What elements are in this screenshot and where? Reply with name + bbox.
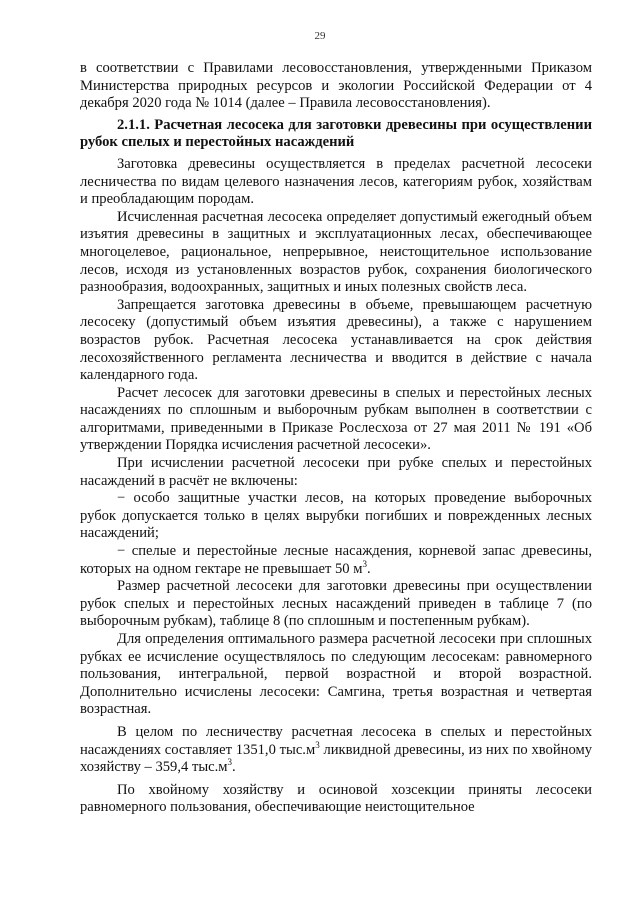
- page-body: [80, 60, 592, 817]
- list-item-end: .: [366, 560, 371, 577]
- paragraph: При исчислении расчетной лесосеки при рубке спелых и перестойных насаждений в расчёт не включены:: [80, 455, 592, 489]
- section-heading: 2.1.1. Расчетная лесосека для заготовки древесины при осуществлении рубок спелых и перестойных насаждений: [80, 116, 592, 151]
- paragraph: По хвойному хозяйству и осиновой хозсекции приняты лесосеки равномерного пользования, обеспечивающие неистощительное: [80, 781, 592, 816]
- paragraph: в соответствии с Правилами лесовосстановления, утвержденными Приказом Министерства природных ресурсов и экологии Российской Федерации от 4 декабря 2020 года № 1014 (далее – Правила лесовосстановления).: [80, 60, 592, 112]
- superscript: 3: [315, 739, 320, 750]
- list-item: [80, 543, 592, 578]
- list-item-text: − спелые и перестойные лесные насаждения, корневой запас древесины, которых на одном гектаре не превышает 50 м: [80, 543, 592, 577]
- page-number: 29: [314, 30, 326, 42]
- paragraph: Запрещается заготовка древесины в объеме, превышающем расчетную лесосеку (допустимый объем изъятия древесины), а также с нарушением возрастов рубок. Расчетная лесосека устанавливается на срок действия лесохозяйственного регламента лесничества и вводится в действие с начала календарного года.: [80, 296, 592, 384]
- superscript: 3: [362, 558, 367, 569]
- paragraph: Расчет лесосек для заготовки древесины в спелых и перестойных лесных насаждениях по сплошным и выборочным рубкам выполнен в соответствии с алгоритмами, приведенными в Приказе Рослесхоза от 27 мая 2011 № 191 «Об утверждении Порядка исчисления расчетной лесосеки».: [80, 384, 592, 454]
- paragraph: Размер расчетной лесосеки для заготовки древесины при осуществлении рубок спелых и перестойных лесных насаждений приведен в таблице 7 (по выборочным рубкам), таблице 8 (по сплошным и постепенным рубкам).: [80, 578, 592, 630]
- paragraph-end: .: [232, 759, 236, 776]
- superscript: 3: [227, 757, 232, 768]
- paragraph: Заготовка древесины осуществляется в пределах расчетной лесосеки лесничества по видам целевого назначения лесов, категориям рубок, хозяйствам и преобладающим породам.: [80, 155, 592, 208]
- paragraph: [80, 724, 592, 777]
- paragraph-text: В целом по лесничеству расчетная лесосека в спелых и перестойных насаждениях составляет 1351,0 тыс.м: [80, 723, 592, 758]
- paragraph: Для определения оптимального размера расчетной лесосеки при сплошных рубках ее исчисление осуществлялось по следующим лесосекам: равномерного пользования, интегральной, первой возрастной и второй возрастной. Дополнительно исчислены лесосеки: Самгина, третья возрастная и четвертая возрастная.: [80, 631, 592, 718]
- paragraph-text: ликвидной древесины, из них по хвойному хозяйству – 359,4 тыс.м: [80, 741, 592, 776]
- list-item: − особо защитные участки лесов, на которых проведение выборочных рубок допускается только в целях вырубки погибших и поврежденных лесных насаждений;: [80, 490, 592, 542]
- paragraph: Исчисленная расчетная лесосека определяет допустимый ежегодный объем изъятия древесины в защитных и эксплуатационных лесах, обеспечивающее многоцелевое, рациональное, непрерывное, неистощительное использование лесов, исходя из установленных возрастов рубок, сохранения биологического разнообразия, водоохранных, защитных и иных полезных свойств леса.: [80, 208, 592, 296]
